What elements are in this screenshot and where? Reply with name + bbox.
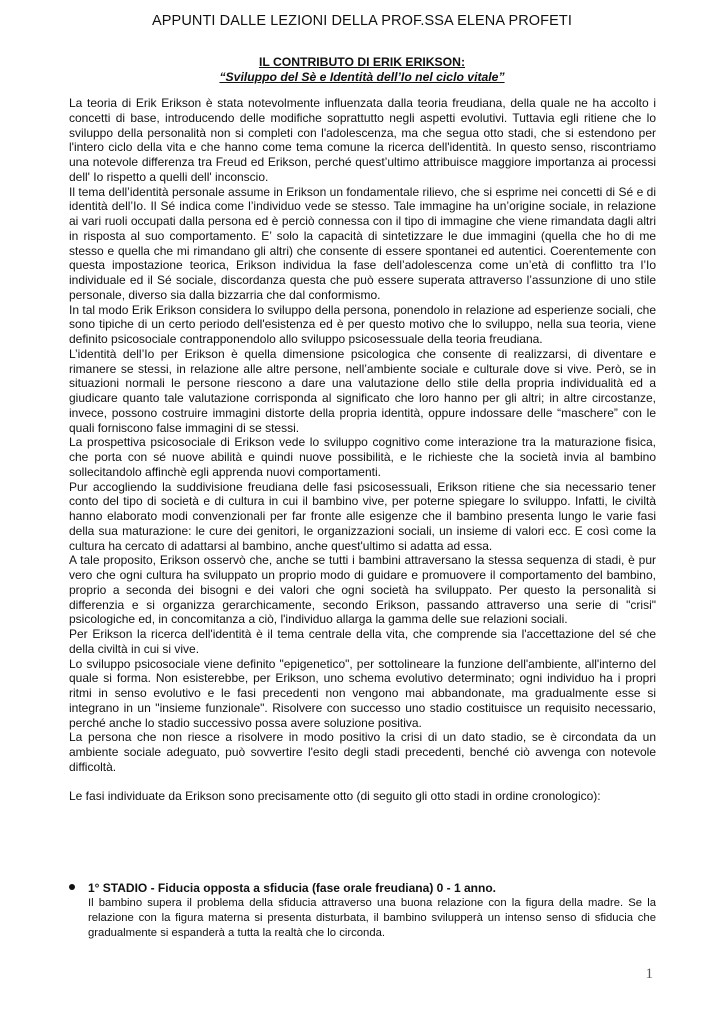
stages-intro: Le fasi individuate da Erikson sono precisamente otto (di seguito gli otto stadi in ordine cronologico): (69, 789, 601, 804)
document-title: IL CONTRIBUTO DI ERIK ERIKSON: (258, 55, 466, 69)
stage-list-item (69, 881, 656, 941)
page-header: APPUNTI DALLE LEZIONI DELLA PROF.SSA ELENA PROFETI (152, 13, 572, 29)
paragraph: A tale proposito, Erikson osservò che, anche se tutti i bambini attraversano la stessa sequenza di stadi, è pur vero che ogni cultura ha sviluppato un proprio modo di guidare e promuovere il comportamento del bambino, proprio a seconda dei bisogni e dei valori che ogni società ha sviluppato. Per questo la personalità si differenzia e si organizza gerarchicamente, secondo Erikson, passando attraverso una serie di "crisi" psicologiche ed, in concomitanza a ciò, l'individuo allarga la gamma delle sue relazioni sociali. (69, 553, 656, 627)
paragraph: L’identità dell’Io per Erikson è quella dimensione psicologica che consente di realizzarsi, di diventare e rimanere se stessi, in relazione alle altre persone, nell’ambiente sociale e culturale dove si vive. Però, se in situazioni normali le persone riescono a dare una valutazione dello stile della propria individualità ed a giudicare quanto tale valutazione corrisponda al significato che loro hanno per gli altri; in altre circostanze, invece, possono costruire immagini distorte della propria identità, oppure indossare delle “maschere” con le quali forniscono false immagini di se stessi. (69, 346, 656, 435)
stage-content (88, 881, 656, 941)
paragraph: Lo sviluppo psicosociale viene definito "epigenetico", per sottolineare la funzione dell'ambiente, all'interno del quale si forma. Non esisterebbe, per Erikson, uno schema evolutivo determinato; ogni individuo ha i propri ritmi in senso evolutivo e le fasi precedenti non vengono mai abbandonate, ma gradualmente esse si integrano in un "insieme funzionale". Risolvere con successo uno stadio costituisce un requisito necessario, perché anche lo stadio successivo possa avere soluzione positiva. (69, 656, 656, 730)
page-number: 1 (645, 966, 653, 982)
paragraph: Pur accogliendo la suddivisione freudiana delle fasi psicosessuali, Erikson ritiene che sia necessario tener conto del tipo di società e di cultura in cui il bambino vive, per poterne spiegare lo sviluppo. Infatti, le civiltà hanno elaborato modi convenzionali per far fronte alle esigenze che il bambino presenta lungo le varie fasi della sua maturazione: le cure dei genitori, le organizzazioni sociali, un insieme di valori ecc. E così come la cultura ha cercato di adattarsi al bambino, anche quest'ultimo si adatta ad essa. (69, 479, 656, 553)
stage-title: 1° STADIO - Fiducia opposta a sfiducia (fase orale freudiana) 0 - 1 anno. (88, 881, 496, 895)
paragraph: In tal modo Erik Erikson considera lo sviluppo della persona, ponendolo in relazione ad esperienze sociali, che sono tipiche di un certo periodo dell'esistenza ed è per questo motivo che lo sviluppo, nella sua teoria, viene definito psicosociale contrapponendolo allo sviluppo psicosessuale della teoria freudiana. (69, 302, 656, 346)
paragraph: Il tema dell’identità personale assume in Erikson un fondamentale rilievo, che si esprime nei concetti di Sé e di identità dell’Io. Il Sé indica come l’individuo vede se stesso. Tale immagine ha un’origine sociale, in relazione ai vari ruoli occupati dalla persona ed è perciò connessa con il tipo di immagine che viene rimandata dagli altri in risposta al suo comportamento. E’ solo la capacità di sintetizzare le due immagini (quella che ho di me stesso e quella che mi rimandano gli altri) che consente di essere spontanei ed autentici. Coerentemente con questa impostazione teorica, Erikson individua la fase dell’adolescenza come un’età di conflitto tra l’Io individuale ed il Sé sociale, discordanza questa che può essere superata attraverso l’assunzione di uno stile personale, diverso sia dalla bizzarria che dal conformismo. (69, 184, 656, 302)
title-block (0, 55, 724, 85)
stage-description: Il bambino supera il problema della sfiducia attraverso una buona relazione con la figura della madre. Se la relazione con la figura materna si presenta disturbata, il bambino svilupperà un intenso senso di sfiducia che gradualmente si espanderà a tutta la realtà che lo circonda. (88, 897, 656, 939)
paragraph: La teoria di Erik Erikson è stata notevolmente influenzata dalla teoria freudiana, della quale ne ha accolto i concetti di base, introducendo delle modifiche soprattutto negli aspetti evolutivi. Tuttavia egli ritiene che lo sviluppo della personalità non si completi con l'adolescenza, ma che segua otto stadi, che si estendono per l'intero ciclo della vita e che hanno come tema comune la ricerca dell'identità. In questo senso, riscontriamo una notevole differenza tra Freud ed Erikson, perché quest’ultimo attribuisce maggiore importanza ai processi dell' Io rispetto a quelli dell' inconscio. (69, 96, 656, 184)
paragraph: La prospettiva psicosociale di Erikson vede lo sviluppo cognitivo come interazione tra la maturazione fisica, che porta con sé nuove abilità e quindi nuove possibilità, e le richieste che la società invia al bambino sollecitandolo affinchè egli apprenda nuovi comportamenti. (69, 435, 656, 479)
document-subtitle: “Sviluppo del Sè e Identità dell’Io nel ciclo vitale” (219, 70, 505, 84)
paragraph: La persona che non riesce a risolvere in modo positivo la crisi di un dato stadio, se è circondata da un ambiente sociale adeguato, può sovvertire l'esito degli stadi precedenti, benché ciò avvenga con notevole difficoltà. (69, 730, 656, 774)
bullet-icon (69, 884, 75, 890)
paragraph: Per Erikson la ricerca dell'identità è il tema centrale della vita, che comprende sia l'accettazione del sé che della civiltà in cui si vive. (69, 627, 656, 656)
body-text (69, 96, 656, 804)
